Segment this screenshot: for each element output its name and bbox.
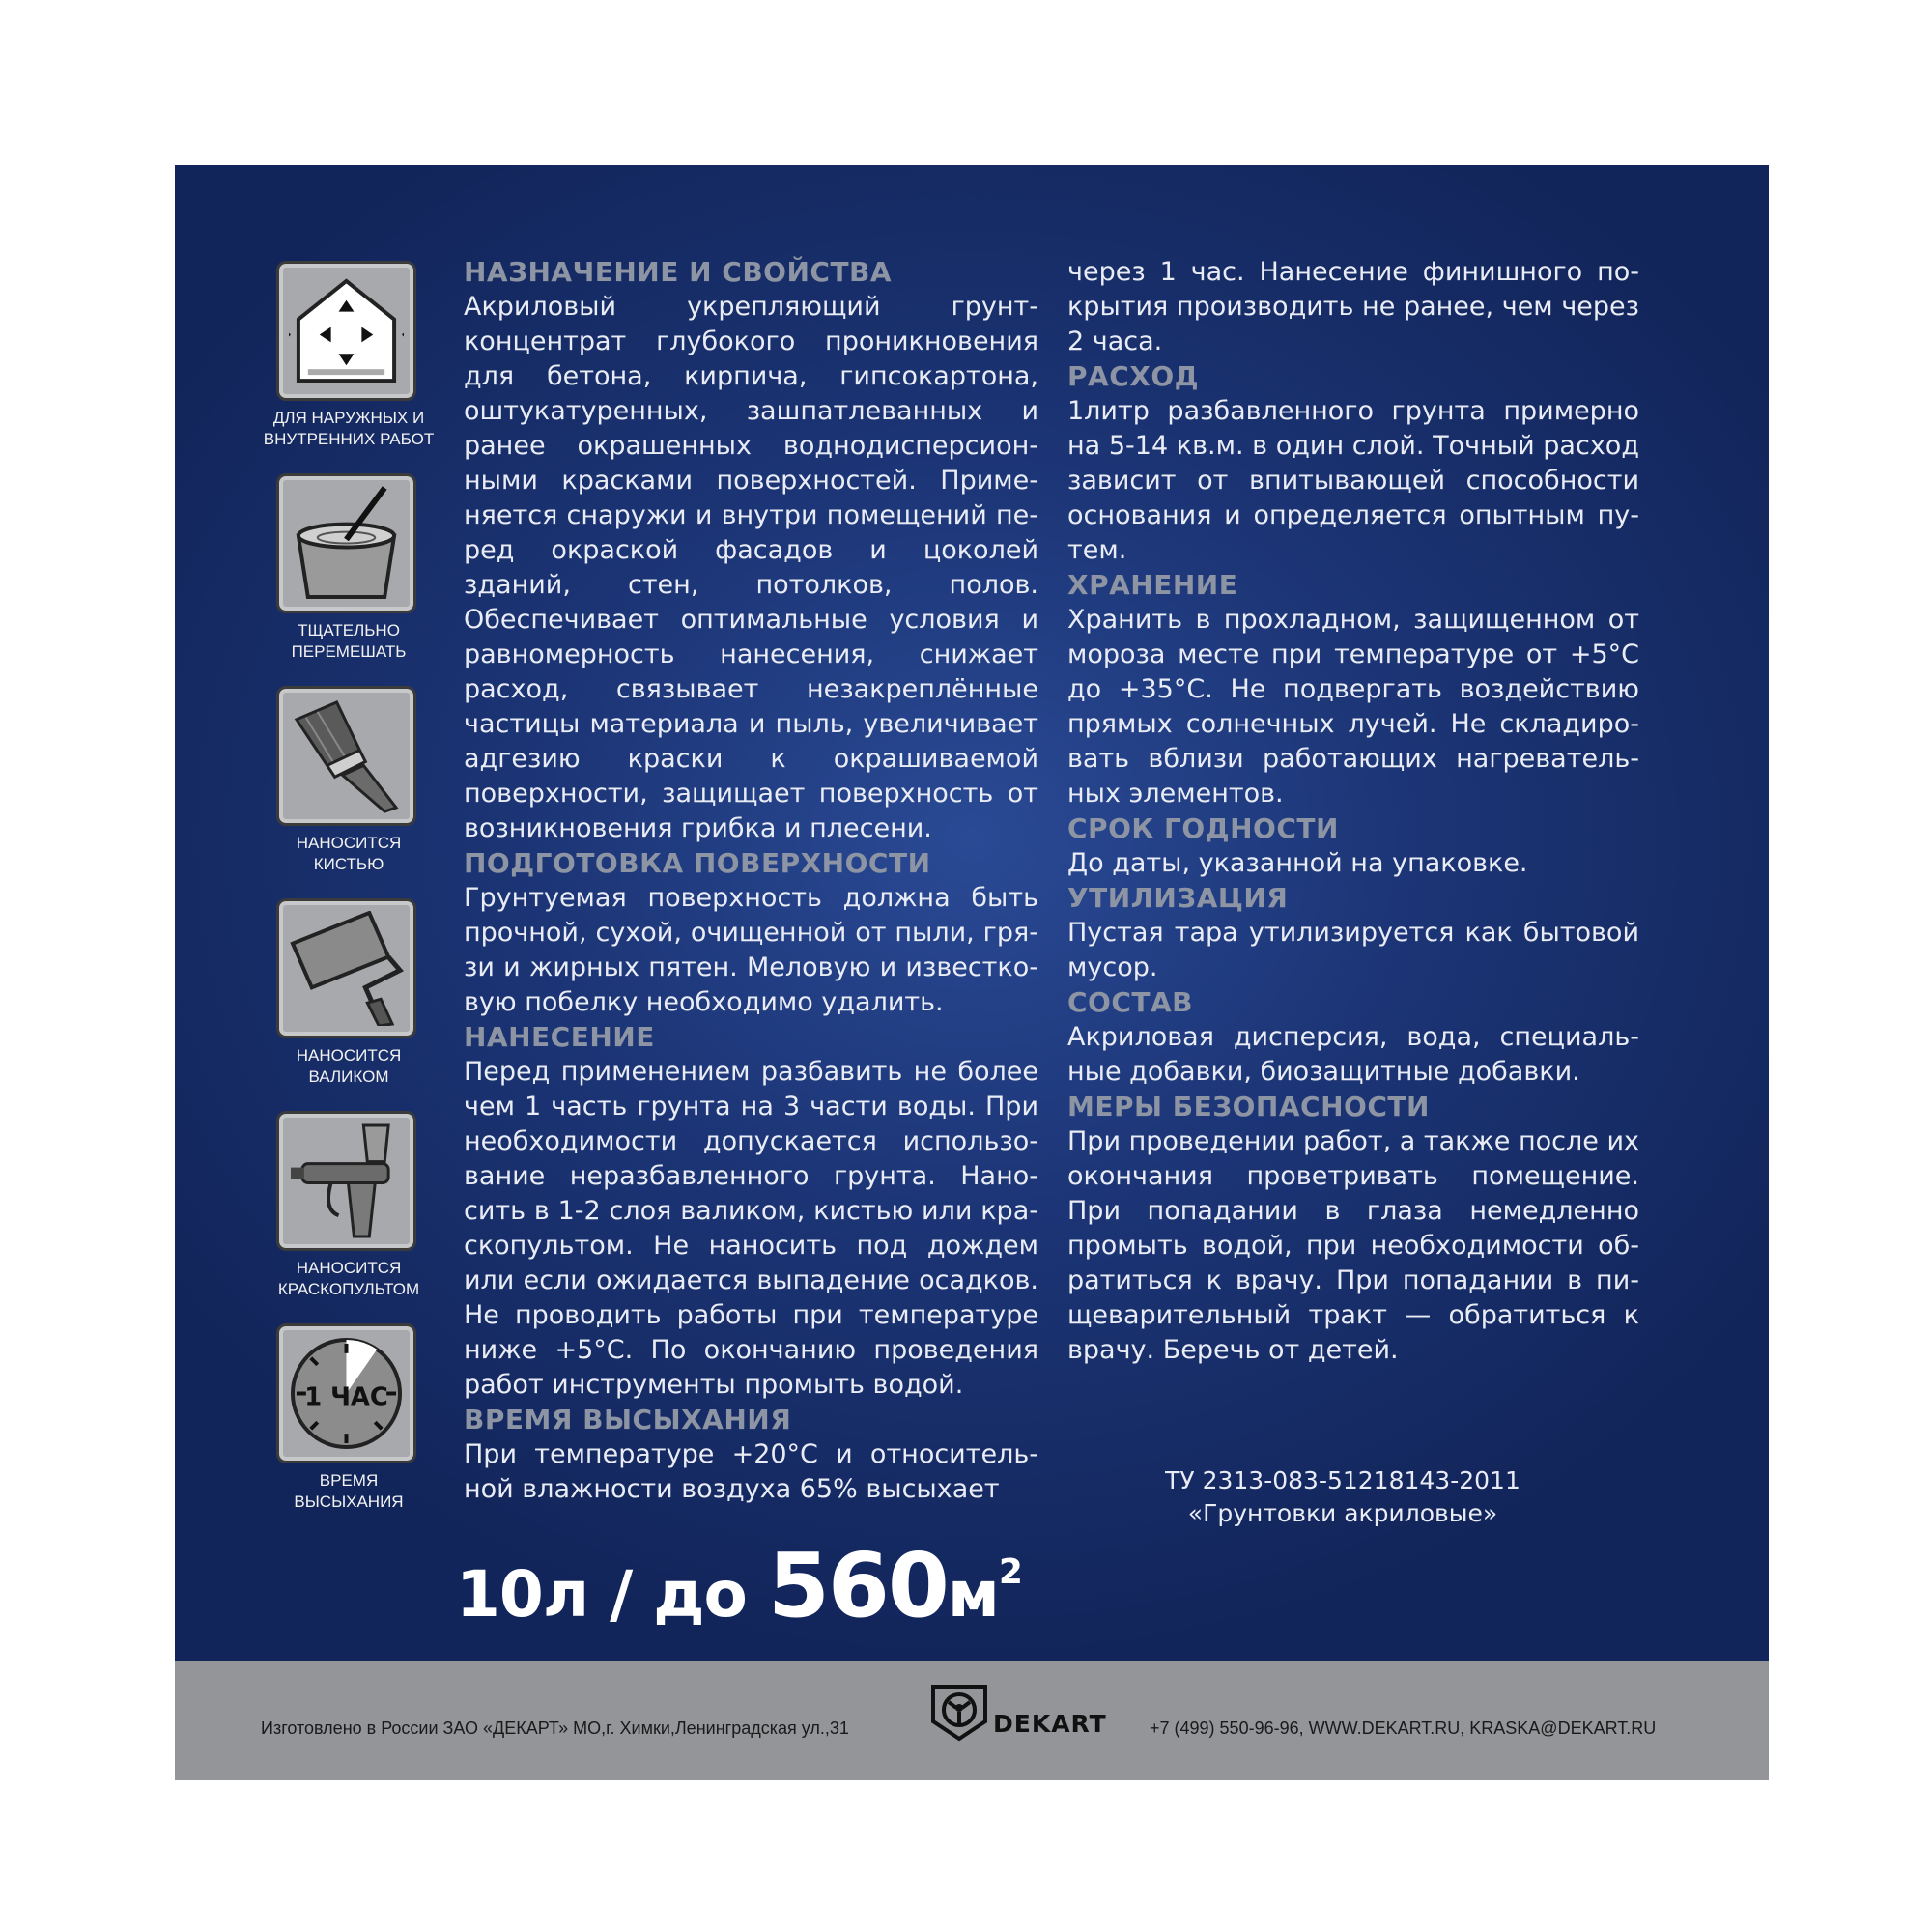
icon-item-roller bbox=[271, 898, 426, 1110]
house-arrows-icon bbox=[276, 261, 416, 401]
section-text: 1литр разбавленного грунта примерно на 5-14 кв.м. в один слой. Точный расход зависит от впитывающей способности основания и определяется опытным путем. bbox=[1067, 396, 1639, 565]
section-text: До даты, указанной на упаковке. bbox=[1067, 848, 1528, 878]
icon-caption: НАНОСИТСЯ ВАЛИКОМ bbox=[296, 1046, 402, 1086]
section-title: СОСТАВ bbox=[1067, 986, 1194, 1018]
icon-item-spray bbox=[271, 1111, 426, 1322]
section-text: При проведении работ, а также после их окончания проветривать помещение. При попадании в глаза немедленно промыть водой, при необходимости обратиться к врачу. При попадании в пищеварительный тракт — обратиться к врачу. Беречь от детей. bbox=[1067, 1126, 1639, 1365]
icon-caption: ВРЕМЯ ВЫСЫХАНИЯ bbox=[294, 1471, 404, 1511]
section-title: СРОК ГОДНОСТИ bbox=[1067, 812, 1339, 844]
spray-gun-icon bbox=[276, 1111, 416, 1251]
section bbox=[464, 255, 1038, 846]
section-title: МЕРЫ БЕЗОПАСНОСТИ bbox=[1067, 1091, 1430, 1122]
section bbox=[464, 1020, 1038, 1403]
section bbox=[1067, 568, 1639, 811]
section-title: УТИЛИЗАЦИЯ bbox=[1067, 882, 1289, 914]
tu-title: «Грунтовки акриловые» bbox=[1187, 1499, 1498, 1527]
section bbox=[1067, 811, 1639, 881]
right-text-column bbox=[1067, 255, 1639, 1368]
roller-icon bbox=[276, 898, 416, 1038]
section bbox=[1067, 359, 1639, 568]
icon-caption: НАНОСИТСЯ КИСТЬЮ bbox=[296, 834, 402, 873]
section-title: ВРЕМЯ ВЫСЫХАНИЯ bbox=[464, 1404, 792, 1435]
section-text: Грунтуемая поверхность должна быть прочной, сухой, очищенной от пыли, грязи и жирных пятен. Меловую и известковую побелку необходимо удалить. bbox=[464, 883, 1038, 1017]
section bbox=[1067, 881, 1639, 985]
section-text: Акриловый укрепляющий грунт-концентрат глубокого проникновения для бетона, кирпича, гипсокартона, оштукатуренных, зашпатлеванных и ранее окрашенных воднодисперсионными красками поверхностей. Применяется снаружи и внутри помещений перед окраской фасадов и цоколей зданий, стен, потолков, полов. Обеспечивает оптимальные условия и равномерность нанесения, снижает расход, связывает незакреплённые частицы материала и пыль, увеличивает адгезию краски к окрашиваемой поверхности, защищает поверхность от возникновения грибка и плесени. bbox=[464, 292, 1038, 843]
brand-name: DEKART bbox=[993, 1710, 1107, 1738]
coverage-unit: м bbox=[947, 1557, 999, 1632]
left-text-column bbox=[464, 255, 1038, 1507]
icon-item-clock bbox=[271, 1323, 426, 1535]
section-title: ХРАНЕНИЕ bbox=[1067, 569, 1238, 601]
stir-bucket-icon bbox=[276, 473, 416, 613]
icon-item-stir bbox=[271, 473, 426, 685]
icon-item-outdoor-indoor bbox=[263, 261, 435, 472]
dekart-logo-icon bbox=[929, 1683, 989, 1743]
section-text: Хранить в прохладном, защищенном от мороза месте при температуре от +5°С до +35°С. Не подвергать воздействию прямых солнечных лучей. Не складировать вблизи работающих нагревательных элементов. bbox=[1067, 605, 1639, 809]
section bbox=[1067, 985, 1639, 1090]
coverage-number: 560 bbox=[767, 1534, 948, 1637]
section-text: При температуре +20°С и относительной влажности воздуха 65% высыхает bbox=[464, 1439, 1038, 1504]
brand-logo bbox=[929, 1683, 1122, 1750]
icon-caption: НАНОСИТСЯ КРАСКОПУЛЬТОМ bbox=[277, 1259, 420, 1298]
section-title: НАНЕСЕНИЕ bbox=[464, 1021, 655, 1053]
section-text: Перед применением разбавить не более чем 1 часть грунта на 3 части воды. При необходимости допускается использование неразбавленного грунта. Наносить в 1-2 слоя валиком, кистью или краскопультом. Не наносить под дождем или если ожидается выпадение осадков. Не проводить работы при температуре ниже +5°С. По окончанию проведения работ инструменты промыть водой. bbox=[464, 1057, 1038, 1400]
clock-icon bbox=[276, 1323, 416, 1463]
brush-icon bbox=[276, 686, 416, 826]
section bbox=[464, 1403, 1038, 1507]
contacts: +7 (499) 550-96-96, WWW.DEKART.RU, KRASKA@DEKART.RU bbox=[1150, 1719, 1657, 1738]
section bbox=[1067, 1090, 1639, 1368]
icon-caption: ТЩАТЕЛЬНО ПЕРЕМЕШАТЬ bbox=[291, 621, 407, 661]
section-title: РАСХОД bbox=[1067, 360, 1200, 392]
tu-code: ТУ 2313-083-51218143-2011 bbox=[1165, 1466, 1520, 1494]
clock-label: 1 ЧАС bbox=[304, 1382, 388, 1412]
section-title: ПОДГОТОВКА ПОВЕРХНОСТИ bbox=[464, 847, 931, 879]
section-text: Пустая тара утилизируется как бытовой мусор. bbox=[1067, 918, 1639, 982]
drying-continued-text: через 1 час. Нанесение финишного покрытия производить не ранее, чем через 2 часа. bbox=[1067, 257, 1639, 356]
volume-coverage bbox=[456, 1534, 1023, 1637]
manufacturer-address: Изготовлено в России ЗАО «ДЕКАРТ» МО,г. Химки,Ленинградская ул.,31 bbox=[261, 1719, 849, 1738]
coverage-unit-power: 2 bbox=[998, 1552, 1023, 1592]
standard-reference bbox=[1101, 1464, 1584, 1530]
icon-caption: ДЛЯ НАРУЖНЫХ И ВНУТРЕННИХ РАБОТ bbox=[263, 409, 435, 448]
section bbox=[464, 846, 1038, 1020]
section-text: Акриловая дисперсия, вода, специальные добавки, биозащитные добавки. bbox=[1067, 1022, 1639, 1087]
section-title: НАЗНАЧЕНИЕ И СВОЙСТВА bbox=[464, 256, 893, 288]
volume-text: 10л / до bbox=[456, 1557, 768, 1632]
icon-item-brush bbox=[271, 686, 426, 897]
